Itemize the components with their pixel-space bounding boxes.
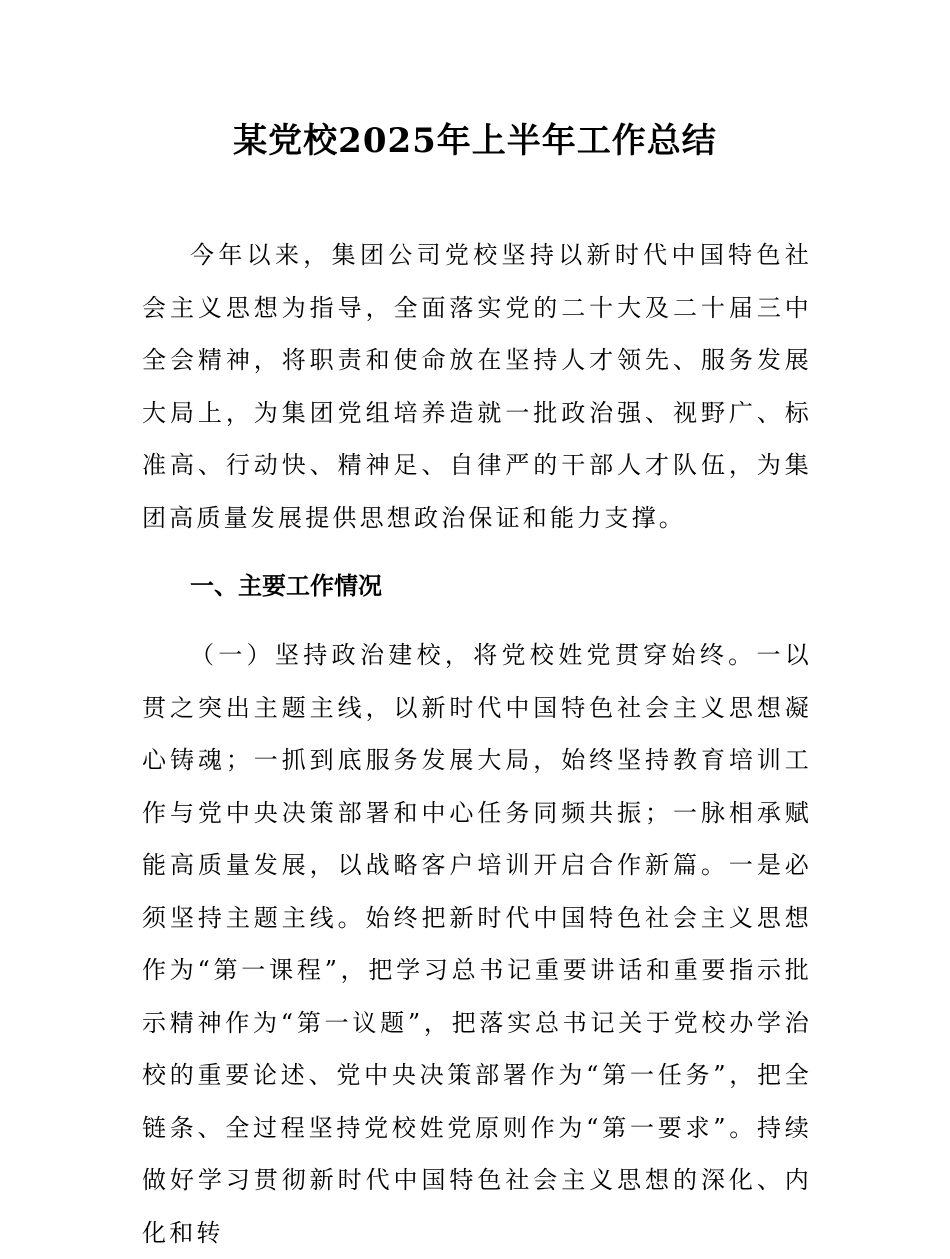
document-title: 某党校2025年上半年工作总结 <box>233 121 717 161</box>
section-heading: 一、主要工作情况 <box>190 572 382 600</box>
intro-paragraph: 今年以来，集团公司党校坚持以新时代中国特色社会主义思想为指导，全面落实党的二十大及二十届三中全会精神，将职责和使命放在坚持人才领先、服务发展大局上，为集团党组培养造就一批政治强、视野广、标准高、行动快、精神足、自律严的干部人才队伍，为集团高质量发展提供思想政治保证和能力支撑。 <box>142 241 812 532</box>
section-paragraph: （一）坚持政治建校，将党校姓党贯穿始终。一以贯之突出主题主线，以新时代中国特色社会主义思想凝心铸魂；一抓到底服务发展大局，始终坚持教育培训工作与党中央决策部署和中心任务同频共振；一脉相承赋能高质量发展，以战略客户培训开启合作新篇。一是必须坚持主题主线。始终把新时代中国特色社会主义思想作为“第一课程”，把学习总书记重要讲话和重要指示批示精神作为“第一议题”，把落实总书记关于党校办学治校的重要论述、党中央决策部署作为“第一任务”，把全链条、全过程坚持党校姓党原则作为“第一要求”。持续做好学习贯彻新时代中国特色社会主义思想的深化、内化和转 <box>142 641 812 1247</box>
